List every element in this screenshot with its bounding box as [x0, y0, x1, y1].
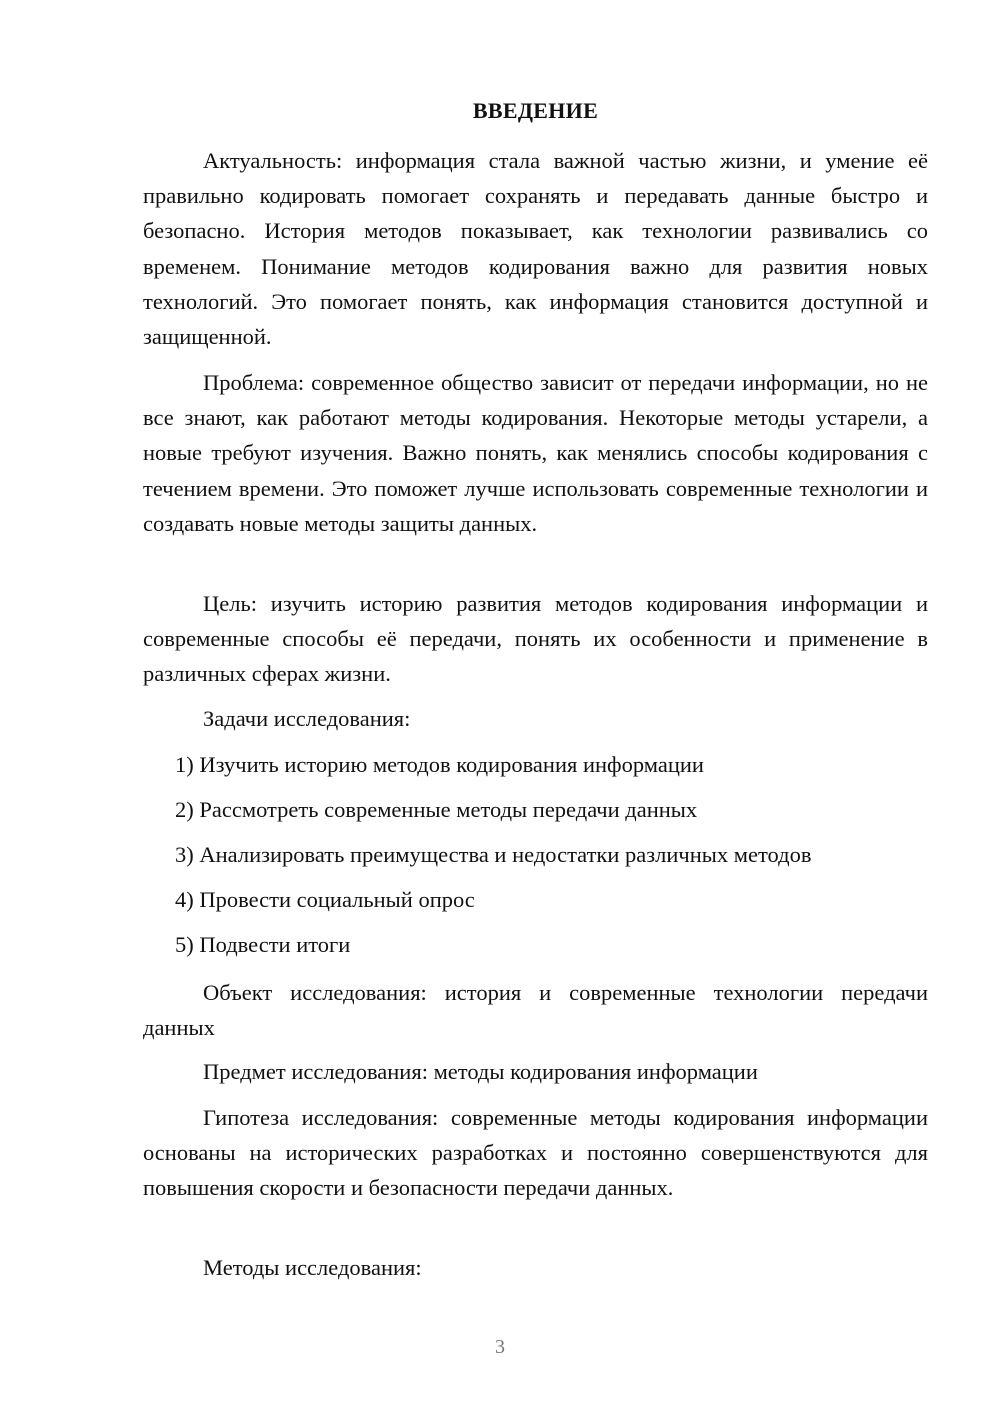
page-number: 3: [495, 1336, 505, 1358]
task-item-4: 4) Провести социальный опрос: [175, 887, 475, 912]
methods-heading: Методы исследования:: [203, 1255, 422, 1280]
goal-paragraph: Цель: изучить историю развития методов кодирования информации и современные способы её передачи, понять их особенности и применение в различных сферах жизни.: [143, 591, 928, 687]
tasks-heading: Задачи исследования:: [203, 706, 411, 731]
object-paragraph: Объект исследования: история и современные технологии передачи данных: [143, 980, 928, 1041]
subject-paragraph: Предмет исследования: методы кодирования информации: [203, 1059, 758, 1084]
task-item-2: 2) Рассмотреть современные методы передачи данных: [175, 797, 698, 822]
task-item-1: 1) Изучить историю методов кодирования информации: [175, 752, 704, 777]
task-item-5: 5) Подвести итоги: [175, 932, 351, 957]
hypothesis-paragraph: Гипотеза исследования: современные методы кодирования информации основаны на исторических разработках и постоянно совершенствуются для повышения скорости и безопасности передачи данных.: [143, 1105, 928, 1201]
section-title: ВВЕДЕНИЕ: [472, 98, 599, 123]
task-item-3: 3) Анализировать преимущества и недостатки различных методов: [175, 842, 812, 867]
relevance-paragraph: Актуальность: информация стала важной частью жизни, и умение её правильно кодировать помогает сохранять и передавать данные быстро и безопасно. История методов показывает, как технологии развивались со временем. Понимание методов кодирования важно для развития новых технологий. Это помогает понять, как информация становится доступной и защищенной.: [143, 148, 928, 350]
problem-paragraph: Проблема: современное общество зависит от передачи информации, но не все знают, как работают методы кодирования. Некоторые методы устарели, а новые требуют изучения. Важно понять, как менялись способы кодирования с течением времени. Это поможет лучше использовать современные технологии и создавать новые методы защиты данных.: [143, 370, 928, 536]
